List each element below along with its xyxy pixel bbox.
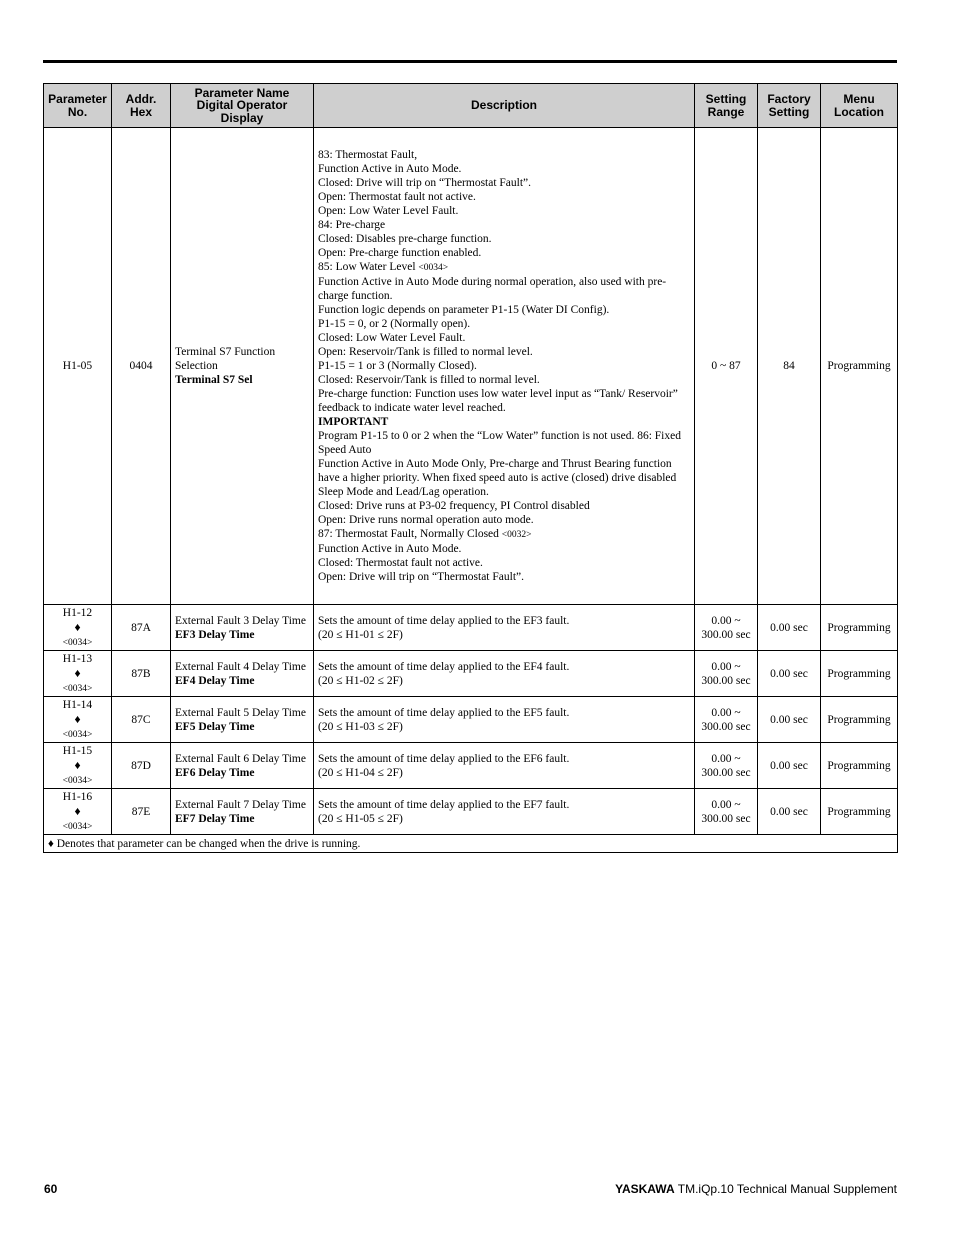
run-changeable-diamond-icon: ♦ xyxy=(74,711,81,726)
run-changeable-diamond-icon: ♦ xyxy=(74,665,81,680)
param-name-cell xyxy=(171,128,314,605)
table-note: ♦ Denotes that parameter can be changed when the drive is running. xyxy=(44,835,898,853)
factory-setting-cell: 0.00 sec xyxy=(758,697,821,743)
description-line: Open: Drive runs normal operation auto mode. xyxy=(318,514,534,526)
footer-title xyxy=(615,1182,897,1196)
param-name-cell: External Fault 5 Delay Time EF5 Delay Time xyxy=(171,697,314,743)
param-no-cell: H1-16 ♦ <0034> xyxy=(44,789,112,835)
operator-display-text: EF6 Delay Time xyxy=(175,766,255,779)
revision-tag: <0032> xyxy=(501,530,532,540)
param-no-cell: H1-12 ♦ <0034> xyxy=(44,605,112,651)
factory-setting-cell: 0.00 sec xyxy=(758,789,821,835)
description-cell: Sets the amount of time delay applied to the EF6 fault. (20 ≤ H1-04 ≤ 2F) xyxy=(314,743,695,789)
menu-location-cell: Programming xyxy=(821,789,898,835)
setting-range-cell: 0.00 ~ 300.00 sec xyxy=(695,789,758,835)
addr-cell: 87D xyxy=(112,743,171,789)
param-no-cell: H1-15 ♦ <0034> xyxy=(44,743,112,789)
param-name-cell: External Fault 3 Delay Time EF3 Delay Time xyxy=(171,605,314,651)
description-cell: Sets the amount of time delay applied to the EF5 fault. (20 ≤ H1-03 ≤ 2F) xyxy=(314,697,695,743)
table-row xyxy=(44,789,898,835)
description-line: Function Active in Auto Mode Only, Pre-charge and Thrust Bearing function have a higher priority. When fixed speed auto is active (closed) drive disabled Sleep Mode and Lead/Lag operation. xyxy=(318,458,677,498)
description-text: 85: Low Water Level xyxy=(318,261,416,273)
menu-location-cell: Programming xyxy=(821,128,898,605)
description-cell: Sets the amount of time delay applied to the EF7 fault. (20 ≤ H1-05 ≤ 2F) xyxy=(314,789,695,835)
operator-display-text: Terminal S7 Sel xyxy=(175,374,253,386)
description-line-with-tag xyxy=(318,260,690,275)
param-name-cell: External Fault 6 Delay Time EF6 Delay Time xyxy=(171,743,314,789)
parameter-table xyxy=(43,83,898,853)
top-rule xyxy=(43,60,897,63)
revision-tag: <0034> xyxy=(62,637,93,648)
param-no-cell: H1-14 ♦ <0034> xyxy=(44,697,112,743)
manual-title: TM.iQp.10 Technical Manual Supplement xyxy=(677,1182,897,1196)
description-line: Open: Thermostat fault not active. xyxy=(318,191,476,203)
table-row xyxy=(44,697,898,743)
header-setting-range: Setting Range xyxy=(695,84,758,128)
description-cell: Sets the amount of time delay applied to the EF4 fault. (20 ≤ H1-02 ≤ 2F) xyxy=(314,651,695,697)
factory-setting-cell: 0.00 sec xyxy=(758,651,821,697)
operator-display-text: EF4 Delay Time xyxy=(175,674,255,687)
description-line: Open: Pre-charge function enabled. xyxy=(318,247,482,259)
param-name-cell: External Fault 7 Delay Time EF7 Delay Time xyxy=(171,789,314,835)
setting-range-cell: 0.00 ~ 300.00 sec xyxy=(695,743,758,789)
header-addr-hex: Addr. Hex xyxy=(112,84,171,128)
description-line: Open: Low Water Level Fault. xyxy=(318,205,459,217)
setting-range-cell: 0.00 ~ 300.00 sec xyxy=(695,605,758,651)
menu-location-cell: Programming xyxy=(821,605,898,651)
param-name-text: Terminal S7 Function Selection xyxy=(175,346,276,372)
description-line: Closed: Disables pre-charge function. xyxy=(318,233,492,245)
menu-location-cell: Programming xyxy=(821,743,898,789)
description-line: Open: Reservoir/Tank is filled to normal level. xyxy=(318,346,533,358)
header-parameter-name: Parameter Name Digital Operator Display xyxy=(171,84,314,128)
description-cell: Sets the amount of time delay applied to the EF3 fault. (20 ≤ H1-01 ≤ 2F) xyxy=(314,605,695,651)
description-line: Program P1-15 to 0 or 2 when the “Low Water” function is not used. 86: Fixed Speed Auto xyxy=(318,430,681,456)
description-line: Closed: Low Water Level Fault. xyxy=(318,332,466,344)
revision-tag: <0034> xyxy=(62,729,93,740)
description-line: Function Active in Auto Mode. xyxy=(318,543,462,555)
table-row xyxy=(44,743,898,789)
setting-range-cell: 0 ~ 87 xyxy=(695,128,758,605)
description-text: 87: Thermostat Fault, Normally Closed xyxy=(318,528,499,540)
revision-tag: <0034> xyxy=(62,683,93,694)
table-header-row xyxy=(44,84,898,128)
operator-display-text: EF3 Delay Time xyxy=(175,628,255,641)
addr-cell: 87C xyxy=(112,697,171,743)
header-menu-location: Menu Location xyxy=(821,84,898,128)
param-no-cell: H1-13 ♦ <0034> xyxy=(44,651,112,697)
factory-setting-cell: 84 xyxy=(758,128,821,605)
description-line: Function logic depends on parameter P1-15 (Water DI Config). xyxy=(318,304,610,316)
description-line: Pre-charge function: Function uses low water level input as “Tank/ Reservoir” feedback to indicate water level reached. xyxy=(318,388,678,414)
addr-cell: 87B xyxy=(112,651,171,697)
param-name-cell: External Fault 4 Delay Time EF4 Delay Time xyxy=(171,651,314,697)
description-line: Function Active in Auto Mode. xyxy=(318,163,462,175)
description-line: Open: Drive will trip on “Thermostat Fault”. xyxy=(318,571,524,583)
addr-cell: 87E xyxy=(112,789,171,835)
description-line: Function Active in Auto Mode during normal operation, also used with pre-charge function. xyxy=(318,276,667,302)
factory-setting-cell: 0.00 sec xyxy=(758,605,821,651)
revision-tag: <0034> xyxy=(62,775,93,786)
operator-display-text: EF7 Delay Time xyxy=(175,812,255,825)
run-changeable-diamond-icon: ♦ xyxy=(74,757,81,772)
header-factory-setting: Factory Setting xyxy=(758,84,821,128)
setting-range-cell: 0.00 ~ 300.00 sec xyxy=(695,651,758,697)
description-line: P1-15 = 0, or 2 (Normally open). xyxy=(318,318,471,330)
description-line: P1-15 = 1 or 3 (Normally Closed). xyxy=(318,360,477,372)
param-no-cell: H1-05 xyxy=(44,128,112,605)
description-line: 84: Pre-charge xyxy=(318,219,386,231)
setting-range-cell: 0.00 ~ 300.00 sec xyxy=(695,697,758,743)
factory-setting-cell: 0.00 sec xyxy=(758,743,821,789)
description-line: Closed: Thermostat fault not active. xyxy=(318,557,483,569)
description-line: Closed: Drive will trip on “Thermostat Fault”. xyxy=(318,177,532,189)
run-changeable-diamond-icon: ♦ xyxy=(74,803,81,818)
header-description: Description xyxy=(314,84,695,128)
table-note-row xyxy=(44,835,898,853)
addr-cell: 0404 xyxy=(112,128,171,605)
revision-tag: <0034> xyxy=(62,821,93,832)
operator-display-text: EF5 Delay Time xyxy=(175,720,255,733)
description-cell xyxy=(314,128,695,605)
description-line: 83: Thermostat Fault, xyxy=(318,149,418,161)
run-changeable-diamond-icon: ♦ xyxy=(74,619,81,634)
table-row xyxy=(44,128,898,605)
brand-name: YASKAWA xyxy=(615,1182,675,1196)
addr-cell: 87A xyxy=(112,605,171,651)
description-line: Closed: Reservoir/Tank is filled to normal level. xyxy=(318,374,540,386)
table-row xyxy=(44,605,898,651)
description-line-with-tag xyxy=(318,527,690,542)
description-line: Closed: Drive runs at P3-02 frequency, PI Control disabled xyxy=(318,500,590,512)
header-param-no: Parameter No. xyxy=(44,84,112,128)
important-label: IMPORTANT xyxy=(318,416,389,428)
menu-location-cell: Programming xyxy=(821,697,898,743)
table-row xyxy=(44,651,898,697)
menu-location-cell: Programming xyxy=(821,651,898,697)
page-number: 60 xyxy=(44,1182,58,1196)
revision-tag: <0034> xyxy=(418,263,449,273)
